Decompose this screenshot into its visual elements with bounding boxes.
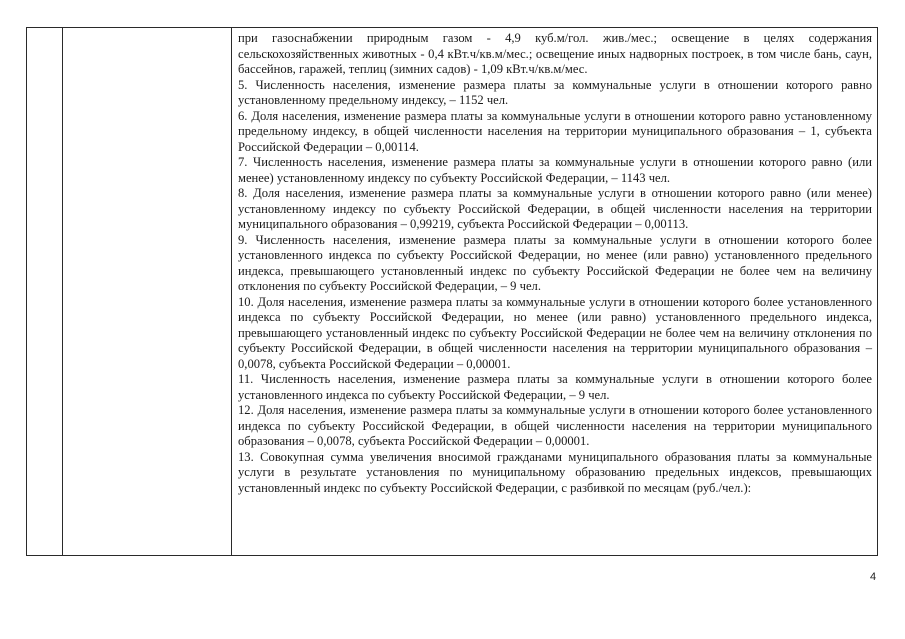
page-number: 4 — [870, 571, 877, 583]
paragraph-item-9: 9. Численность населения, изменение размера платы за коммунальные услуги в отношении которого более установленного индекса по субъекту Российской Федерации, но менее (или равно) установленного предельного индекса, превышающего установленный индекс по субъекту Российской Федерации не более чем на величину отклонения по субъекту Российской Федерации, – 9 чел. — [238, 232, 872, 293]
number-column-cell — [27, 28, 63, 556]
paragraph-item-7: 7. Численность населения, изменение размера платы за коммунальные услуги в отношении которого равно (или менее) установленному индексу по субъекту Российской Федерации, – 1143 чел. — [238, 155, 872, 185]
paragraph-item-6: 6. Доля населения, изменение размера платы за коммунальные услуги в отношении которого равно установленному предельному индексу, в общей численности населения на территории муниципального образования – 1, субъекта Российской Федерации – 0,00114. — [238, 108, 872, 154]
content-cell — [232, 28, 878, 556]
indicator-column-cell — [63, 28, 232, 556]
paragraph-item-11: 11. Численность населения, изменение размера платы за коммунальные услуги в отношении которого более установленного индекса по субъекту Российской Федерации, – 9 чел. — [238, 372, 872, 402]
paragraph-continuation: при газоснабжении природным газом - 4,9 куб.м/гол. жив./мес.; освещение в целях содержания сельскохозяйственных животных - 0,4 кВт.ч/кв.м/мес.; освещение иных надворных построек, в том числе бань, саун, бассейнов, гаражей, теплиц (зимних садов) - 1,09 кВт.ч/кв.м/мес. — [238, 31, 872, 76]
table-row — [27, 28, 878, 556]
paragraph-item-12: 12. Доля населения, изменение размера платы за коммунальные услуги в отношении которого более установленного индекса по субъекту Российской Федерации, в общей численности населения на территории муниципального образования – 0,0078, субъекта Российской Федерации – 0,00001. — [238, 403, 872, 448]
paragraph-item-10: 10. Доля населения, изменение размера платы за коммунальные услуги в отношении которого более установленного индекса по субъекту Российской Федерации, но менее (или равно) установленного предельного индекса, превышающего установленный индекс по субъекту Российской Федерации не более чем на величину отклонения по субъекту Российской Федерации, в общей численности населения на территории муниципального образования – 0,0078, субъекта Российской Федерации – 0,00001. — [238, 294, 872, 371]
paragraph-item-8: 8. Доля населения, изменение размера платы за коммунальные услуги в отношении которого равно (или менее) установленному индексу по субъекту Российской Федерации, в общей численности населения на территории муниципального образования – 0,99219, субъекта Российской Федерации – 0,00113. — [238, 186, 872, 231]
document-table — [26, 27, 878, 556]
paragraph-item-13: 13. Совокупная сумма увеличения вносимой гражданами муниципального образования платы за коммунальные услуги в результате установления по муниципальному образованию предельных индексов, превышающих установленный индекс по субъекту Российской Федерации, с разбивкой по месяцам (руб./чел.): — [238, 449, 872, 495]
paragraph-item-5: 5. Численность населения, изменение размера платы за коммунальные услуги в отношении которого равно установленному предельному индексу, – 1152 чел. — [238, 77, 872, 107]
